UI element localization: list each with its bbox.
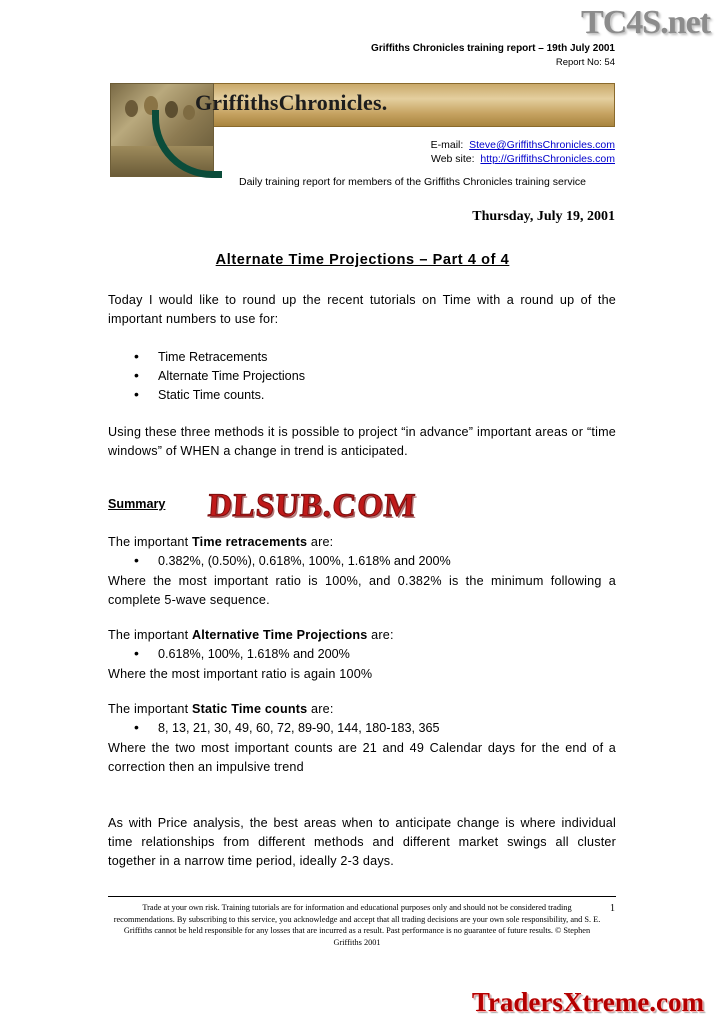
methods-paragraph: Using these three methods it is possible to project “in advance” important areas or “time windows” of WHEN a change in trend is anticipated. — [108, 425, 616, 458]
website-row — [300, 152, 615, 166]
footer-divider — [108, 896, 616, 897]
section-2-lead-suffix: are: — [367, 628, 394, 642]
section-3-list — [108, 719, 642, 738]
section-2-lead-prefix: The important — [108, 628, 192, 642]
section-1-lead — [108, 533, 616, 552]
list-item: • 0.382%, (0.50%), 0.618%, 100%, 1.618% and 200% — [134, 552, 642, 571]
section-3-lead-prefix: The important — [108, 702, 192, 716]
masthead-title: GriffithsChronicles. — [195, 90, 388, 115]
list-item: • Time Retracements — [134, 348, 642, 367]
email-row — [300, 138, 615, 152]
watermark-tradersxtreme: TradersXtreme.com — [471, 987, 704, 1017]
list-item: • 0.618%, 100%, 1.618% and 200% — [134, 645, 642, 664]
footer-disclaimer: Trade at your own risk. Training tutorials are for information and educational purposes only and should not be considered trading recommendations. By subscribing to this service, you acknowledge and accept that all trading decisions are your own sole responsibility, and S. E. Griffiths cannot be held responsible for any losses that are incurred as a result. Past performance is no guarantee of future results. © Stephen Griffiths 2001 — [113, 903, 601, 947]
report-header-line: Griffiths Chronicles training report – 19th July 2001 — [371, 43, 615, 54]
watermark-tc4s: TC4S.net — [581, 4, 710, 41]
list-item: • 8, 13, 21, 30, 49, 60, 72, 89-90, 144, 180-183, 365 — [134, 719, 642, 738]
report-header — [110, 42, 615, 70]
section-1-lead-prefix: The important — [108, 535, 192, 549]
section-3-lead — [108, 700, 616, 719]
website-label: Web site: — [430, 153, 475, 165]
website-link[interactable]: http://GriffithsChronicles.com — [480, 153, 615, 165]
section-1-note: Where the most important ratio is 100%, and 0.382% is the minimum following a complete 5-wave sequence. — [108, 574, 616, 607]
email-link[interactable]: Steve@GriffithsChronicles.com — [469, 139, 615, 151]
section-1-lead-bold: Time retracements — [192, 535, 308, 549]
section-3-note: Where the two most important counts are 21 and 49 Calendar days for the end of a correction then an impulsive trend — [108, 741, 616, 774]
watermark-dlsub: DLSUB.COM — [206, 488, 418, 524]
photo-figure — [125, 100, 138, 117]
page-title: Alternate Time Projections – Part 4 of 4 — [215, 252, 510, 268]
page-number: 1 — [610, 903, 615, 914]
list-item: • Alternate Time Projections — [134, 367, 642, 386]
section-2-list — [108, 645, 642, 664]
report-number: Report No: 54 — [555, 57, 615, 68]
closing-paragraph: As with Price analysis, the best areas when to anticipate change is where individual time relationships from different methods and different market swings all cluster together in a narrow time period, ideally 2-3 days. — [108, 816, 616, 868]
report-date: Thursday, July 19, 2001 — [472, 209, 615, 224]
summary-heading: Summary — [108, 497, 166, 511]
contact-block — [300, 138, 615, 166]
section-1-list — [108, 552, 642, 571]
service-description: Daily training report for members of the Griffiths Chronicles training service — [238, 176, 587, 188]
methods-list — [108, 348, 642, 405]
intro-paragraph: Today I would like to round up the recent tutorials on Time with a round up of the important numbers to use for: — [108, 293, 616, 326]
section-2-lead — [108, 626, 616, 645]
section-3-lead-suffix: are: — [307, 702, 334, 716]
section-3-lead-bold: Static Time counts — [192, 702, 308, 716]
section-2-lead-bold: Alternative Time Projections — [192, 628, 368, 642]
section-2-note: Where the most important ratio is again 100% — [108, 667, 373, 681]
section-1-lead-suffix: are: — [307, 535, 334, 549]
list-item: • Static Time counts. — [134, 386, 642, 405]
email-label: E-mail: — [430, 139, 464, 151]
